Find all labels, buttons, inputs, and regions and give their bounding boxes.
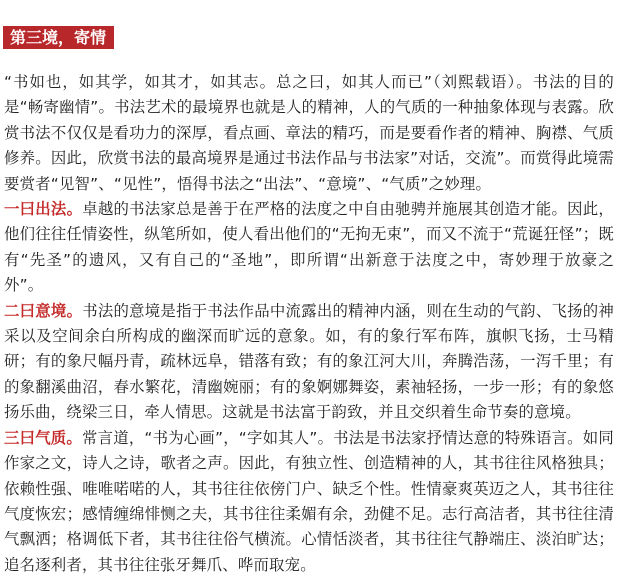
paragraph-chufa [4,197,614,299]
paragraph-text: 书法的意境是指于书法作品中流露出的精神内涵，则在生动的气韵、飞扬的神采以及空间余白所构成的幽深而旷远的意象。如，有的象行军布阵，旗帜飞扬，士马精研；有的象尺幅丹青，疏林远阜，错落有致；有的象江河大川，奔腾浩荡，一泻千里；有的象翻溪曲沼，春水繁花，清幽婉丽；有的象婀娜舞姿，素袖轻扬，一步一形；有的象悠扬乐曲，绕梁三日，牵人情思。这就是书法富于韵致，并且交织着生命节奏的意境。 [4,301,614,422]
paragraph-yijing [4,299,614,426]
paragraph-text: 常言道，“书为心画”，“字如其人”。书法是书法家抒情达意的特殊语言。如同作家之文，诗人之诗，歌者之声。因此，有独立性、创造精神的人，其书往往风格独具；依赖性强、唯唯喏喏的人，其书往往依傍门户、缺乏个性。性情豪爽英迈之人，其书往往气度恢宏；感情缠绵悱恻之夫，其书往往柔媚有余，劲健不足。志行高洁者，其书往往清气飘洒；格调低下者，其书往往俗气横流。心情恬淡者，其书往往气静端庄、淡泊旷达；追名逐利者，其书往往张牙舞爪、哗而取宠。 [4,428,614,574]
article-body [4,70,614,578]
paragraph-heading: 三曰气质。 [4,428,83,447]
section-title: 第三境，寄情 [3,26,114,49]
paragraph-text: “书如也，如其学，如其才，如其志。总之曰，如其人而已”（刘熙载语）。书法的目的是“畅寄幽情”。书法艺术的最境界也就是人的精神，人的气质的一种抽象体现与表露。欣赏书法不仅仅是看功力的深厚，看点画、章法的精巧，而是要看作者的精神、胸襟、气质修养。因此，欣赏书法的最高境界是通过书法作品与书法家”对话，交流”。而赏得此境需要赏者“见智”、“见性”，悟得书法之“出法”、“意境”、“气质”之妙理。 [4,73,614,193]
paragraph-intro [4,70,614,197]
paragraph-heading: 二曰意境。 [4,301,83,320]
paragraph-heading: 一曰出法。 [4,200,83,219]
paragraph-qizhi [4,426,614,578]
paragraph-text: 卓越的书法家总是善于在严格的法度之中自由驰骋并施展其创造才能。因此，他们往往任情姿性，纵笔所如，使人看出他们的“无拘无束”，而又不流于“荒诞狂怪”；既有“先圣”的遗风，又有自己的“圣地”，即所谓“出新意于法度之中，寄妙理于放豪之外”。 [4,200,614,295]
